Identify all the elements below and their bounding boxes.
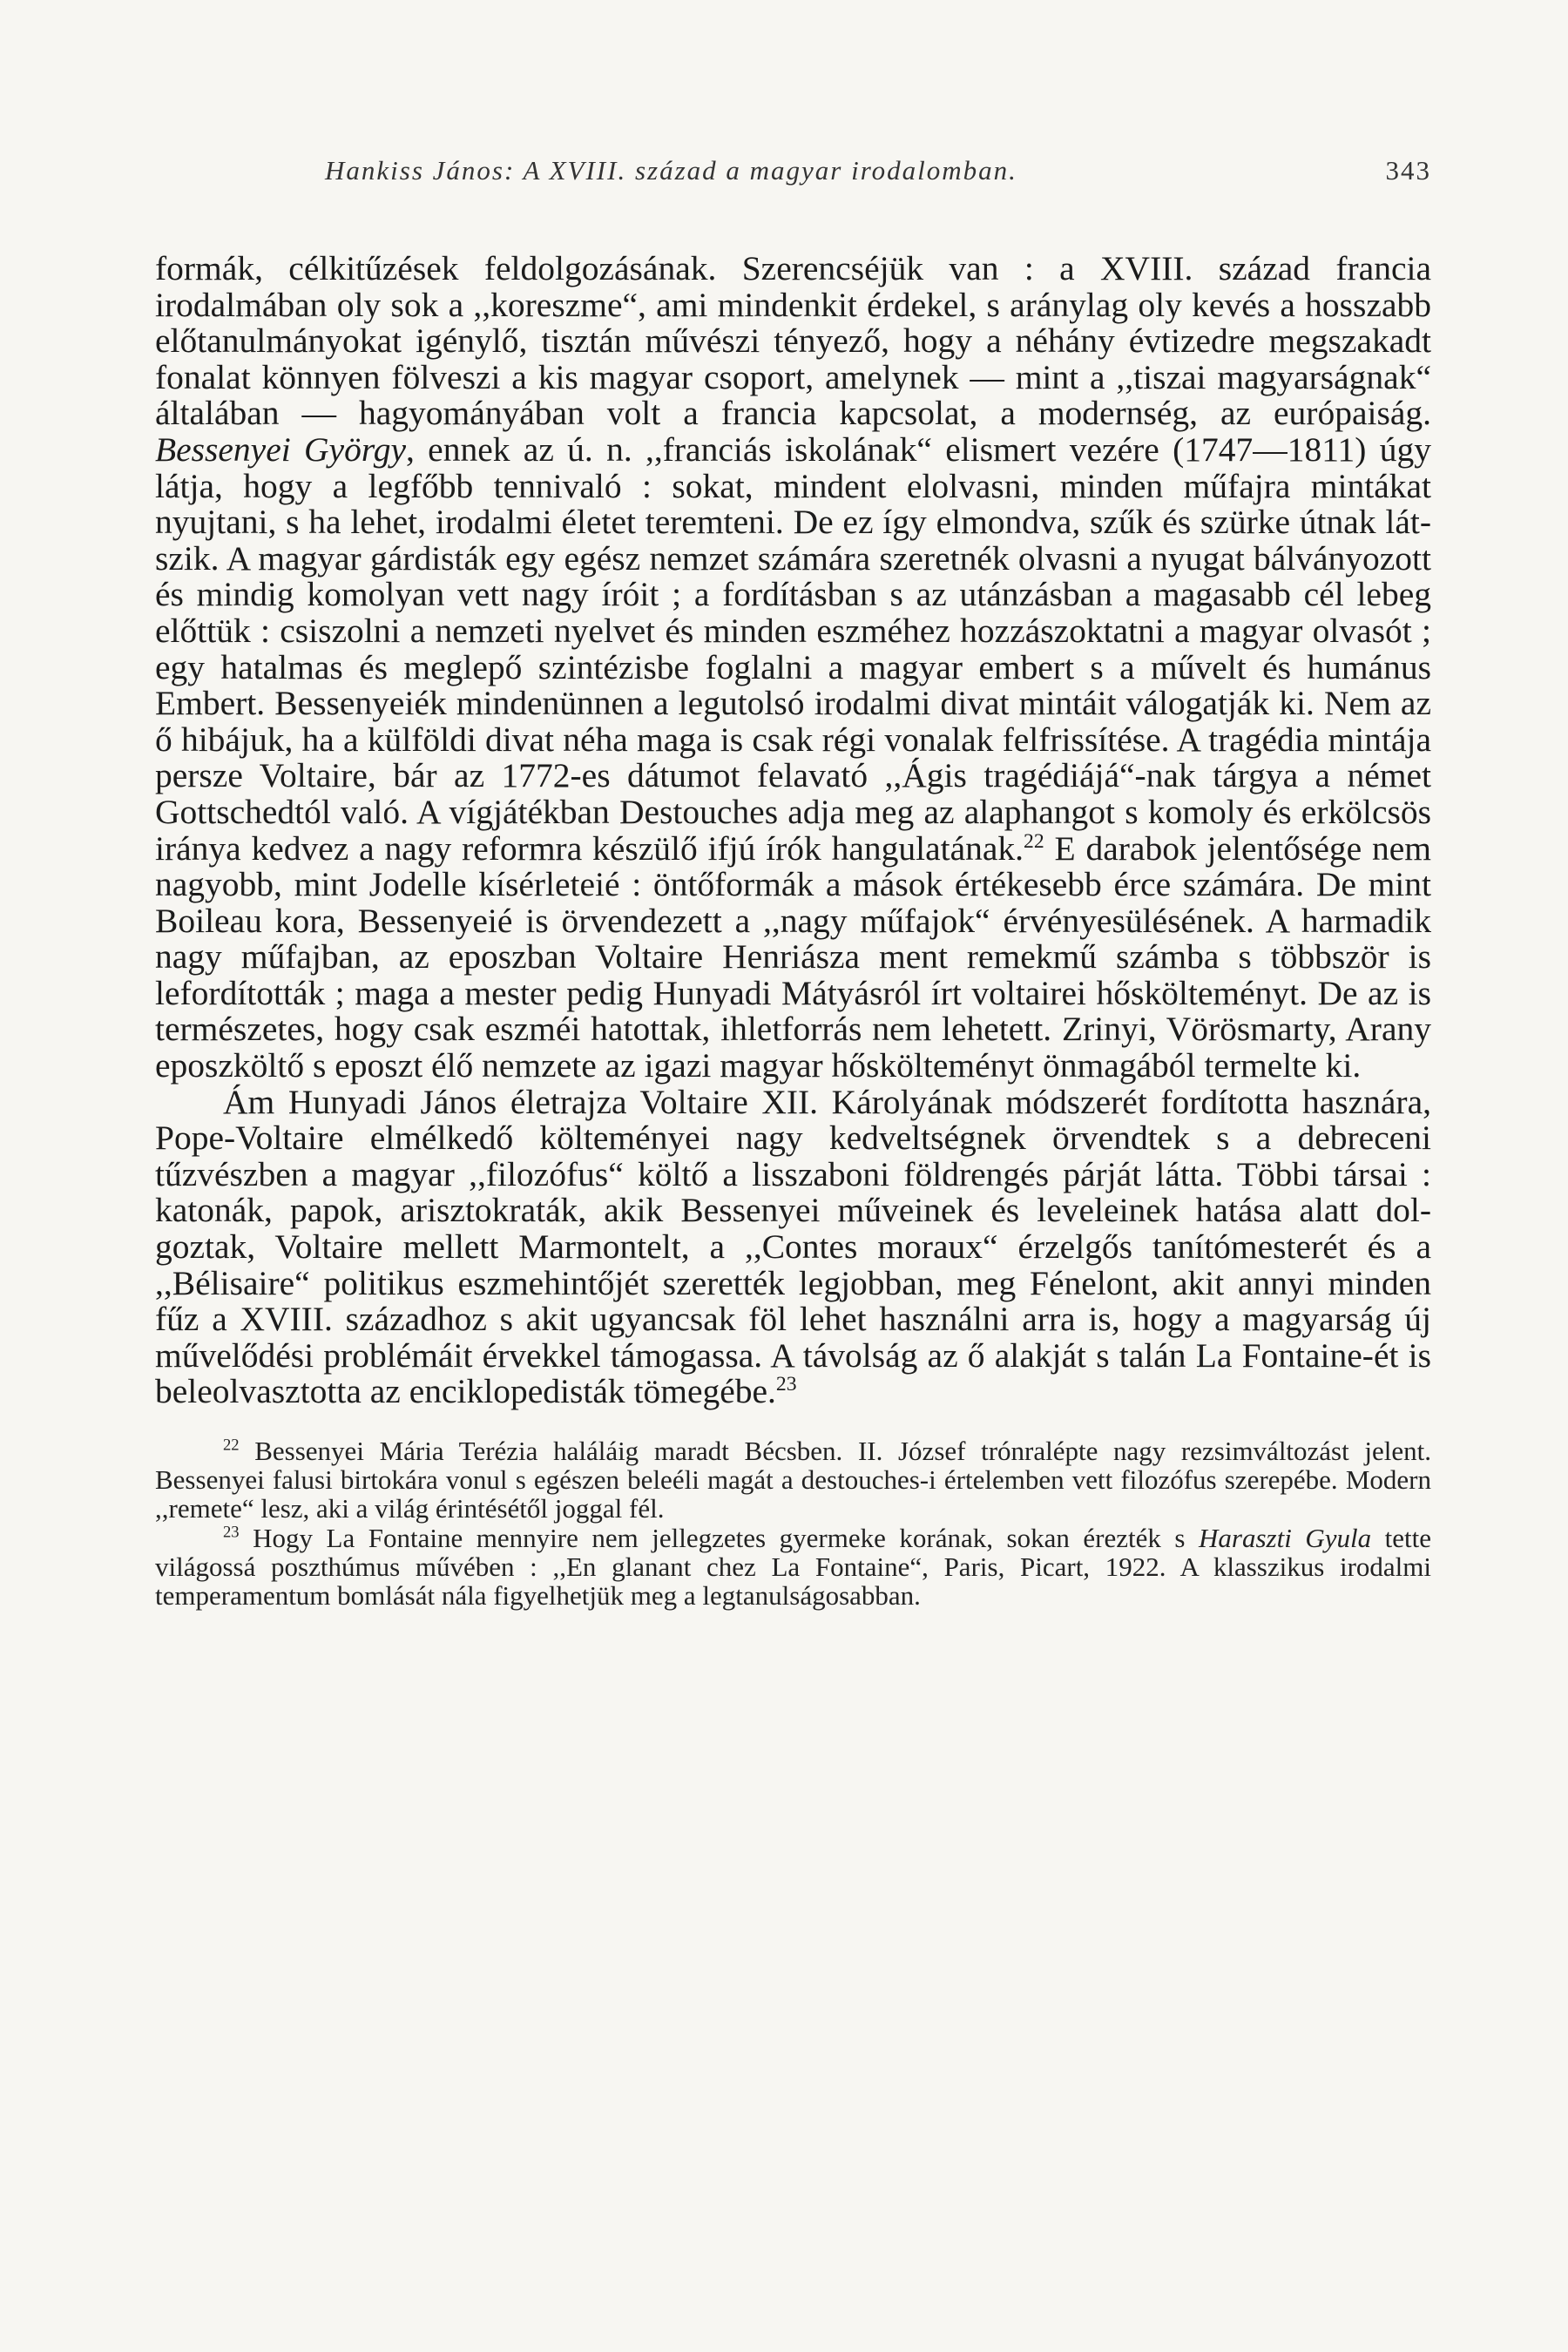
italic-name: Bessenyei György [155,429,407,469]
footnote [155,1524,1431,1611]
text-run: E darabok jelentősége nem nagyobb, mint Jodelle kísérleteié : öntőformák a mások értékesebb érce számára. De mint Boileau kora, Bessenyeié is örvendezett a ,,nagy műfajok“ érvényesülésének. A harmadik nagy műfajban, az eposzban Voltaire Henriásza ment remekmű számba s többször is lefordították ; maga a mester pedig Hunyadi Mátyásról írt voltairei hőskölteményt. De az is természetes, hogy csak eszméi hatottak, ihletforrás nem lehetett. Zrinyi, Vörösmarty, Arany eposzköltő s eposzt élő nemzete az igazi magyar hőskölteményt önmagából termelte ki. [155,828,1431,1085]
text-run: , ennek az ú. n. ,,franciás iskolának“ elismert vezére (1747—1811) úgy látja, hogy a legfőbb tennivaló : sokat, mindent elolvasni, minden műfajra mintákat nyujtani, s ha lehet, irodalmi életet teremteni. De ez így elmondva, szűk és szürke útnak látszik. A magyar gárdisták egy egész nemzet számára szeretnék olvasni a nyugat bálványozott és mindig komolyan vett nagy íróit ; a fordításban s az utánzásban a magasabb cél lebeg előttük : csiszolni a nemzeti nyelvet és minden eszméhez hozzászoktatni a magyar olvasót ; egy hatalmas és meglepő szintézisbe foglalni a magyar embert s a művelt és humánus Embert. Bessenyeiék mindenünnen a legutolsó irodalmi divat mintáit válogatják ki. Nem az ő hibájuk, ha a külföldi divat néha maga is csak régi vonalak felfrissítése. A tragédia mintája persze Voltaire, bár az 1772-es dátumot felavató ,,Ágis tragédiájá“-nak tárgya a német Gottschedtól való. A vígjátékban Destouches adja meg az alaphangot s komoly és erkölcsös iránya kedvez a nagy reformra készülő ifjú írók hangulatának. [155,429,1431,868]
text-run: formák, célkitűzések feldolgozásának. Szerencséjük van : a XVIII. század francia irodalmában oly sok a ,,koreszme“, ami mindenkit érdekel, s aránylag oly kevés a hosszabb előtanulmányokat igénylő, tisztán művészi tényező, hogy a néhány évtizedre megszakadt fonalat könnyen fölveszi a kis magyar csoport, amelynek — mint a ,,tiszai magyarságnak“ általában — hagyományában volt a francia kapcsolat, a modernség, az európaiság. [155,249,1431,433]
running-head-title: Hankiss János: A XVIII. század a magyar irodalomban. [325,155,1017,186]
footnote-ref: 22 [1024,829,1044,853]
text-run: Bessenyei Mária Terézia haláláig maradt Bécsben. II. József trónralépte nagy rezsimváltozást jelent. Bessenyei falusi birtokára vonul s egészen beleéli magát a destouches-i értelemben vett filozófus szerepébe. Modern ,,remete“ lesz, aki a világ érintésétől joggal fél. [155,1436,1431,1524]
paragraph [155,251,1431,1085]
footnote-ref: 22 [223,1436,240,1455]
italic-name: Haraszti Gyula [1199,1522,1372,1553]
running-head [155,148,1431,200]
body-text [155,251,1431,1410]
page-number: 343 [1385,155,1431,186]
text-run: tette világossá poszthúmus művében : ,,En glanant chez La Fontaine“, Paris, Picart, 1922. A klasszikus irodalmi temperamentum bomlását nála figyelhetjük meg a legtanulságosabban. [155,1522,1432,1612]
document-page [155,148,1431,2308]
text-run: Ám Hunyadi János életrajza Voltaire XII. Károlyának módszerét fordította hasznára, Pope-Voltaire elmélkedő költeményei nagy kedveltségnek örvendtek s a debreceni tűzvészben a magyar ,,filozófus“ költő a lisszaboni földrengés párját látta. Többi társai : katonák, papok, arisztokraták, akik Bessenyei műveinek és leveleinek hatása alatt dolgoztak, Voltaire mellett Marmontelt, a ,,Contes moraux“ érzelgős tanítómesterét és a ,,Bélisaire“ politikus eszmehintőjét szerették legjobban, meg Fénelont, akit annyi minden fűz a XVIII. századhoz s akit ugyancsak föl lehet használni arra is, hogy a magyarság új művelődési problémáit érvekkel támogassa. A távolság az ő alakját s talán La Fontaine-ét is beleolvasztotta az enciklopedisták tömegébe. [155,1082,1431,1411]
text-run: Hogy La Fontaine mennyire nem jellegzetes gyermeke korának, sokan érezték s [239,1522,1199,1553]
paragraph [155,1082,1431,1411]
footnotes [155,1436,1431,1610]
footnote-ref: 23 [223,1523,240,1542]
footnote-ref: 23 [775,1373,797,1396]
footnote [155,1436,1431,1524]
